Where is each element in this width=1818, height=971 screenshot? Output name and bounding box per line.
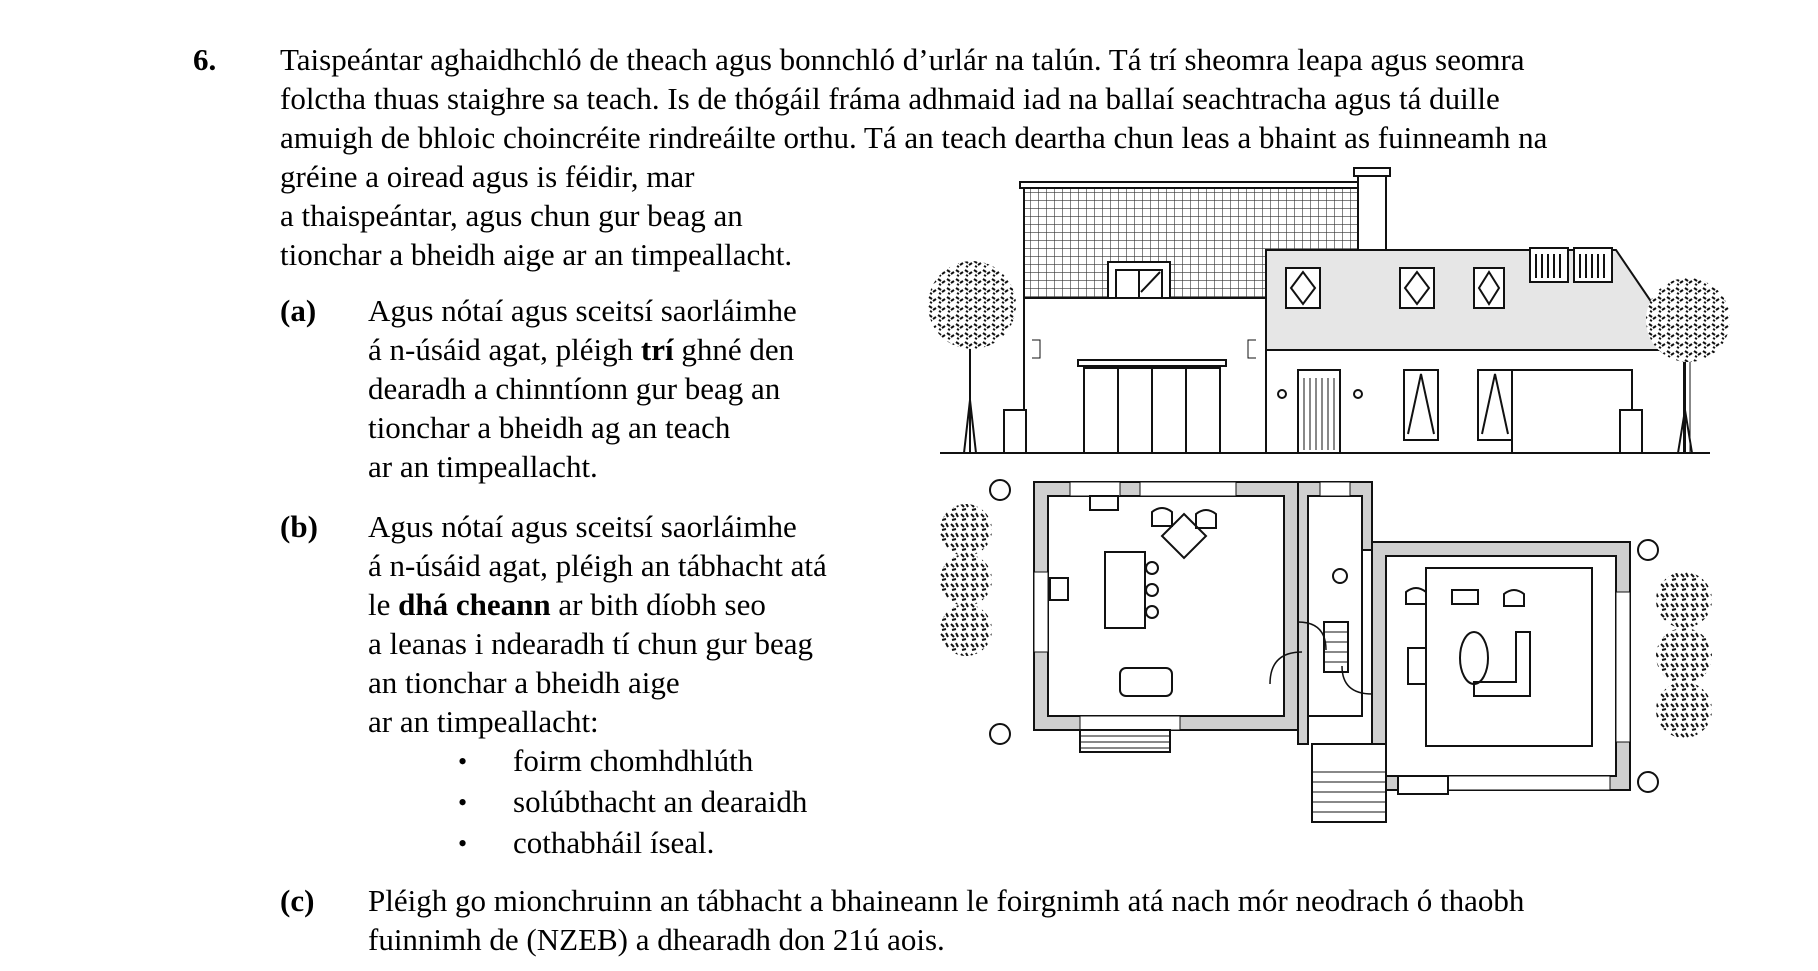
part-a-line-2: á n-úsáid agat, pléigh trí ghné den [368, 332, 795, 367]
intro-line-3: amuigh de bhloic choincréite rindreáilte orthu. Tá an teach deartha chun leas a bhaint as fuinneamh na [280, 120, 1548, 155]
bullet-item-1: foirm chomhdhlúth [513, 743, 754, 778]
bullet-3: • [458, 829, 468, 858]
intro-line-1: Taispeántar aghaidhchló de theach agus bonnchló d’urlár na talún. Tá trí sheomra leapa agus seomra [280, 42, 1525, 77]
house-elevation-drawing [910, 160, 1730, 460]
part-a-line-1: Agus nótaí agus sceitsí saorláimhe [368, 293, 797, 328]
ground-floor-plan-drawing [940, 472, 1740, 850]
intro-line-2: folctha thuas staighre sa teach. Is de thógáil fráma adhmaid iad na ballaí seachtracha agus tá duille [280, 81, 1500, 116]
bullet-item-2: solúbthacht an dearaidh [513, 784, 808, 819]
emphasis-dha-cheann: dhá cheann [398, 587, 551, 622]
part-b-line-6: ar an timpeallacht: [368, 704, 599, 739]
part-b-line-2: á n-úsáid agat, pléigh an tábhacht atá [368, 548, 827, 583]
part-c-line-1: Pléigh go mionchruinn an tábhacht a bhaineann le foirgnimh atá nach mór neodrach ó thaobh [368, 883, 1525, 918]
question-number: 6. [193, 42, 217, 77]
intro-line-4: gréine a oiread agus is féidir, mar [280, 159, 695, 194]
part-a-line-4: tionchar a bheidh ag an teach [368, 410, 731, 445]
part-a-line-5: ar an timpeallacht. [368, 449, 598, 484]
intro-line-5: a thaispeántar, agus chun gur beag an [280, 198, 743, 233]
part-a-line-3: dearadh a chinntíonn gur beag an [368, 371, 781, 406]
part-b-line-1: Agus nótaí agus sceitsí saorláimhe [368, 509, 797, 544]
part-b-line-3: le dhá cheann ar bith díobh seo [368, 587, 766, 622]
bullet-2: • [458, 788, 468, 817]
part-b-line-5: an tionchar a bheidh aige [368, 665, 680, 700]
bullet-1: • [458, 747, 468, 776]
part-b-label: (b) [280, 509, 318, 544]
bullet-item-3: cothabháil íseal. [513, 825, 715, 860]
emphasis-tri: trí [640, 332, 674, 367]
part-b-line-4: a leanas i ndearadh tí chun gur beag [368, 626, 814, 661]
part-c-label: (c) [280, 883, 315, 918]
intro-line-6: tionchar a bheidh aige ar an timpeallacht. [280, 237, 793, 272]
part-c-line-2: fuinnimh de (NZEB) a dhearadh don 21ú aois. [368, 922, 945, 957]
part-a-label: (a) [280, 293, 317, 328]
